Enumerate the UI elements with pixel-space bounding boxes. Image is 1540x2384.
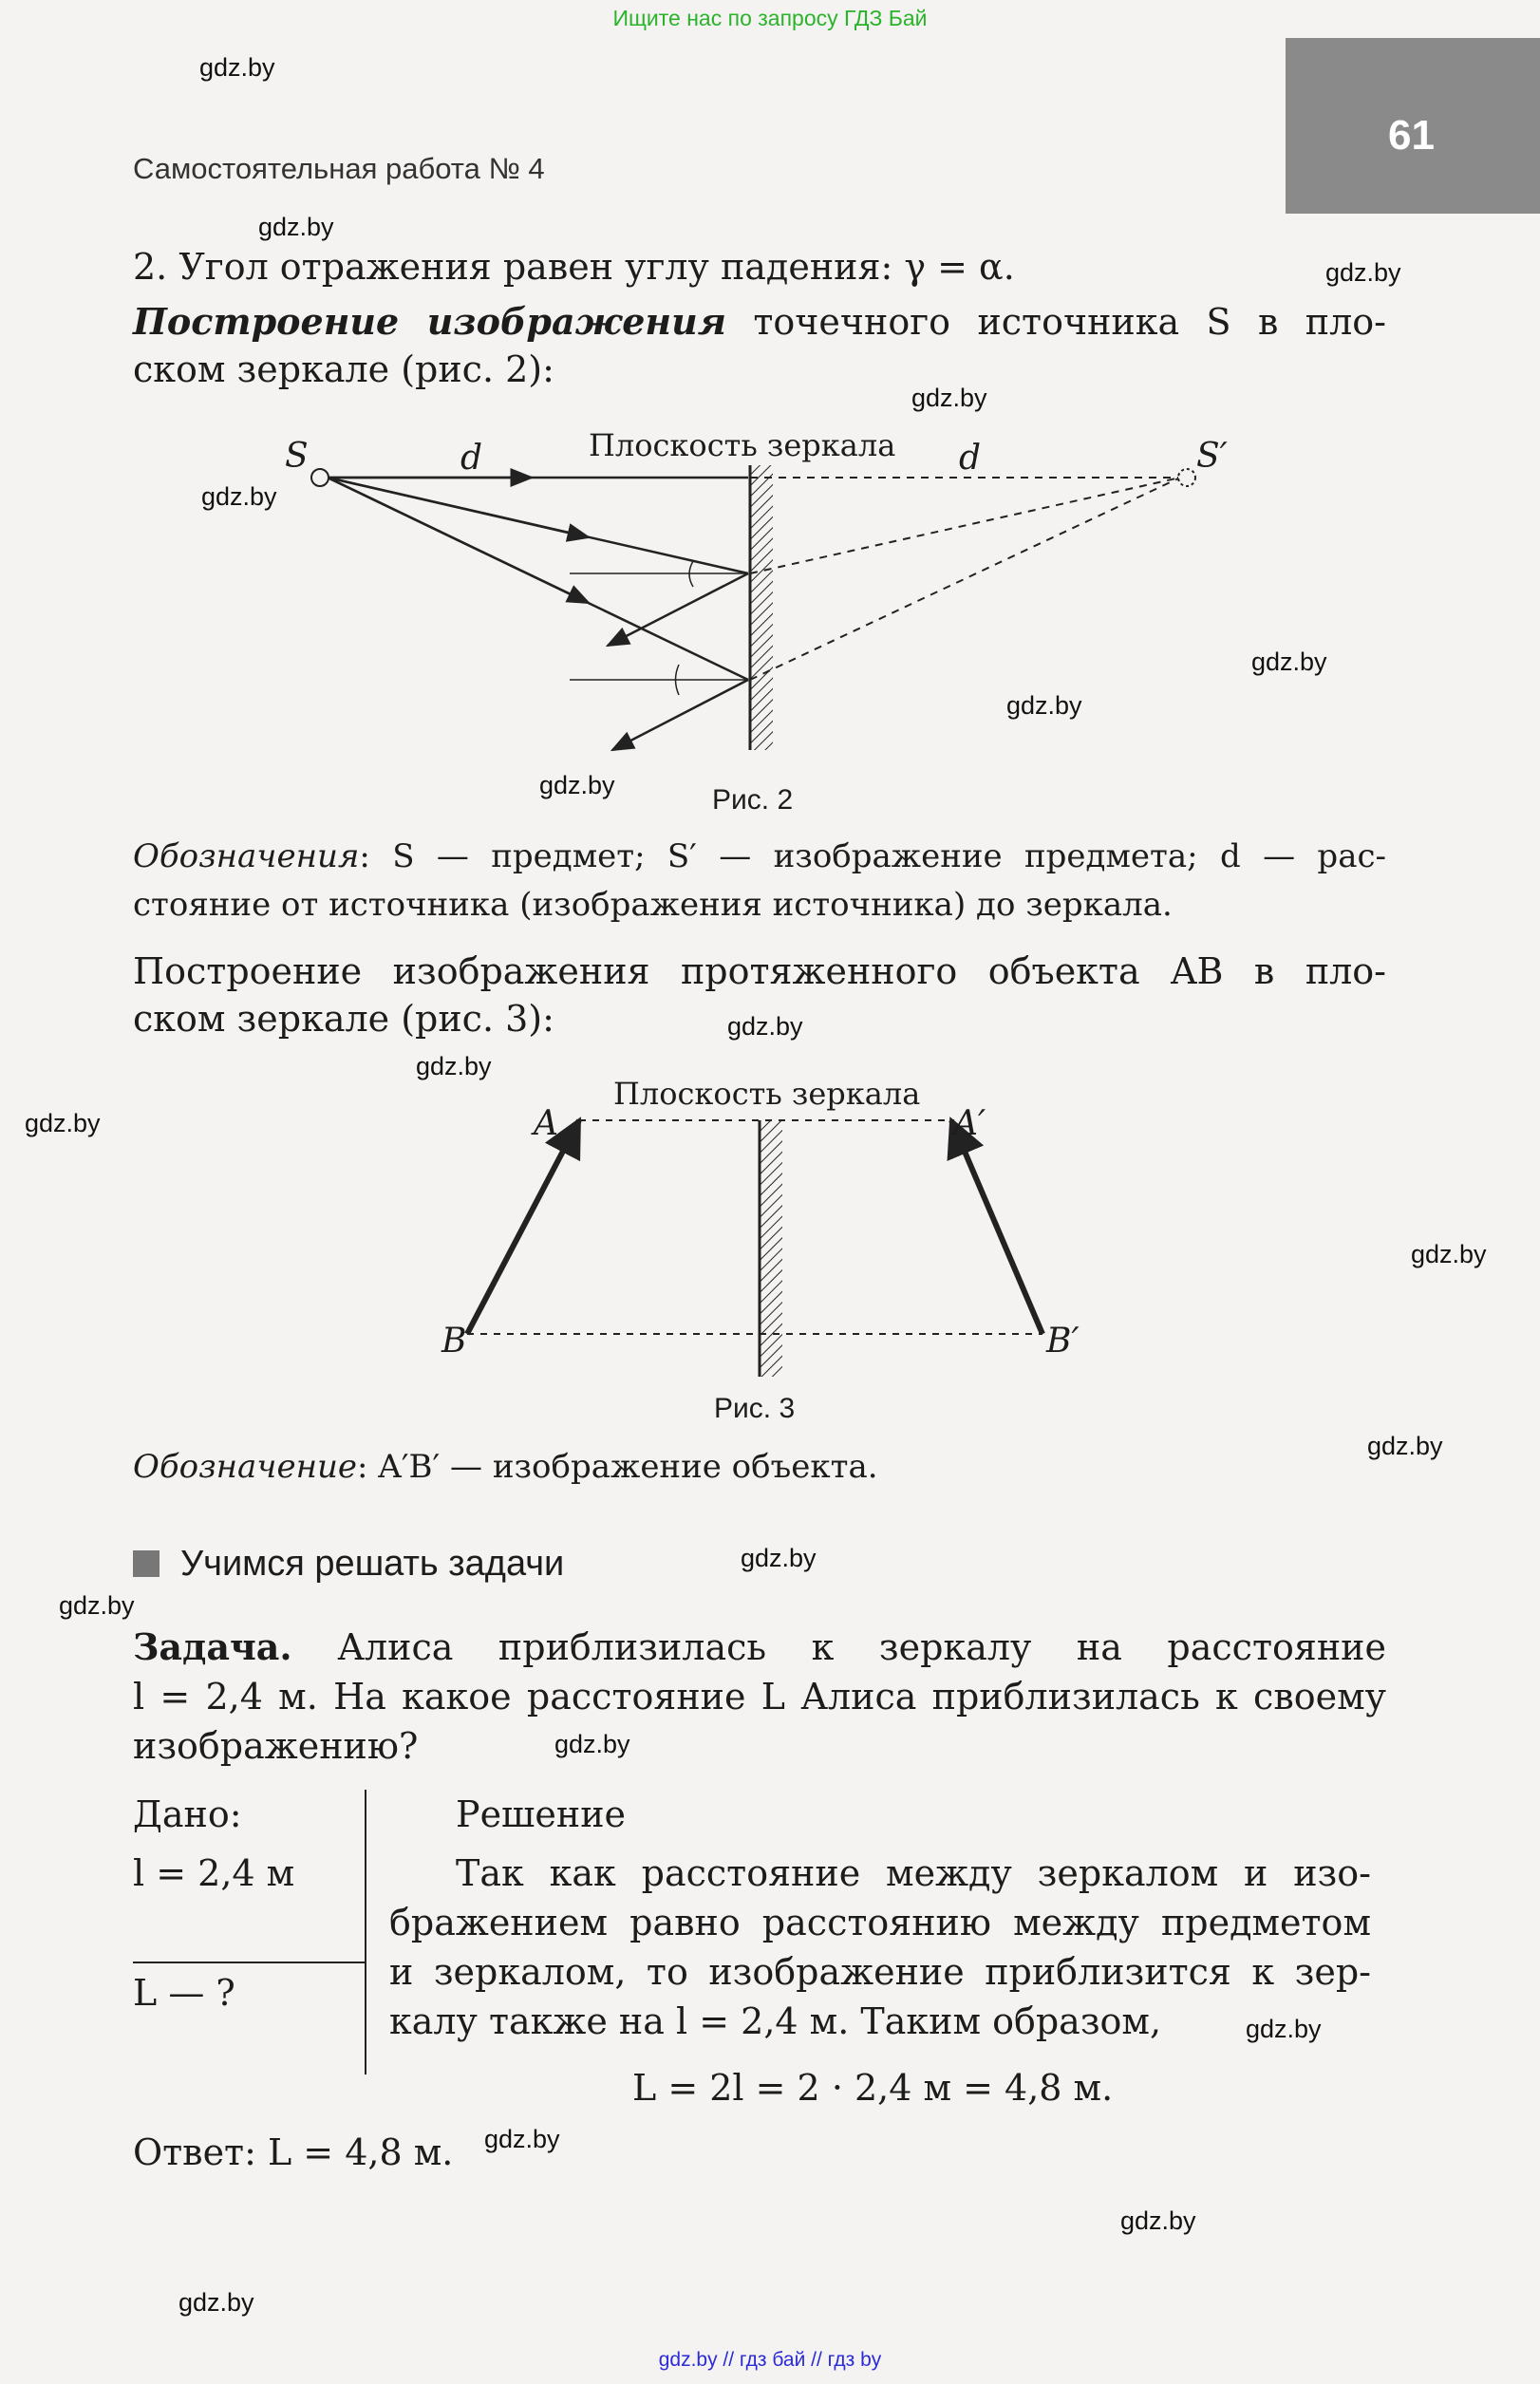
paragraph-extended-line2: ском зеркале (рис. 3): [133,998,554,1040]
watermark: gdz.by [741,1544,817,1572]
section-heading: Учимся решать задачи [133,1544,564,1585]
paragraph-extended-line1: Построение изображения протяженного объекта AB в пло- [133,950,1386,992]
watermark: gdz.by [1246,2015,1322,2043]
label-d-right: d [959,439,982,478]
watermark: gdz.by [59,1591,135,1620]
watermark: gdz.by [416,1052,492,1080]
label-S: S [285,437,309,476]
watermark: gdz.by [1120,2206,1196,2235]
watermark: gdz.by [178,2288,254,2317]
page-number: 61 [1388,112,1435,159]
watermark: gdz.by [727,1012,803,1041]
given-divider-horizontal [133,1962,365,1963]
find-value: L — ? [133,1972,235,2014]
solution-line4: калу также на l = 2,4 м. Таким образом, [389,2000,1162,2042]
label-B: B [441,1322,467,1361]
label-A: A [534,1104,558,1143]
fig3-caption: Рис. 3 [714,1393,796,1424]
solution-line1: Так как расстояние между зеркалом и изо- [456,1852,1371,1894]
notation-line2: стояние от источника (изображения источника) до зеркала. [133,886,1173,924]
watermark: gdz.by [1325,258,1401,287]
task-line1: Задача. Алиса приблизилась к зеркалу на расстояние [133,1625,1386,1668]
given-divider-vertical [365,1790,366,2074]
solution-line3: и зеркалом, то изображение приблизится к зер- [389,1951,1371,1993]
page-header: Самостоятельная работа № 4 [133,152,545,185]
fig3-mirror-label: Плоскость зеркала [613,1076,921,1112]
notation-image: Обозначение: A′B′ — изображение объекта. [133,1448,878,1486]
watermark: gdz.by [1367,1432,1443,1460]
given-value: l = 2,4 м [133,1852,295,1894]
watermark: gdz.by [1251,648,1327,676]
mirror-hatch-2 [760,1120,782,1377]
emphasis-construction: Построение изображения [133,300,726,343]
watermark: gdz.by [554,1730,630,1758]
top-banner[interactable]: Ищите нас по запросу ГДЗ Бай [612,6,928,30]
watermark: gdz.by [258,213,334,241]
footer-links[interactable]: gdz.by // гдз бай // гдз by [658,2349,882,2371]
paragraph-point-source-line1: Построение изображения точечного источника S в пло- [133,300,1386,343]
watermark: gdz.by [1006,691,1082,720]
solution-label: Решение [456,1793,627,1835]
answer: Ответ: L = 4,8 м. [133,2131,454,2173]
watermark: gdz.by [911,384,987,412]
paragraph-point-source-line2: ском зеркале (рис. 2): [133,348,554,390]
task-label: Задача. [133,1625,292,1668]
object-AB-arrow [467,1120,579,1334]
label-B-prime: B′ [1046,1322,1080,1361]
watermark: gdz.by [484,2125,560,2153]
label-A-prime: A′ [953,1104,986,1143]
section-square-icon [133,1550,160,1577]
task-line3: изображению? [133,1725,419,1767]
solution-line2: бражением равно расстоянию между предметом [389,1902,1371,1943]
watermark: gdz.by [1411,1240,1487,1268]
solution-formula: L = 2l = 2 · 2,4 м = 4,8 м. [632,2067,1114,2109]
paragraph-reflection-law: 2. Угол отражения равен углу падения: γ = α. [133,246,1015,288]
notation-line1: Обозначения: S — предмет; S′ — изображение предмета; d — рас- [133,837,1386,875]
label-S-prime: S′ [1196,437,1228,476]
watermark: gdz.by [539,771,615,799]
task-line2: l = 2,4 м. На какое расстояние L Алиса приблизилась к своему [133,1676,1386,1718]
watermark: gdz.by [199,53,275,82]
notation-label: Обозначения [133,837,360,875]
watermark: gdz.by [25,1109,101,1137]
fig2-caption: Рис. 2 [712,784,794,816]
fig2-mirror-label: Плоскость зеркала [589,427,896,463]
notation-image-label: Обозначение [133,1448,357,1486]
image-A-prime-B-prime-arrow [951,1120,1042,1334]
watermark: gdz.by [201,482,277,511]
label-d-left: d [460,439,483,478]
given-label: Дано: [133,1793,242,1835]
